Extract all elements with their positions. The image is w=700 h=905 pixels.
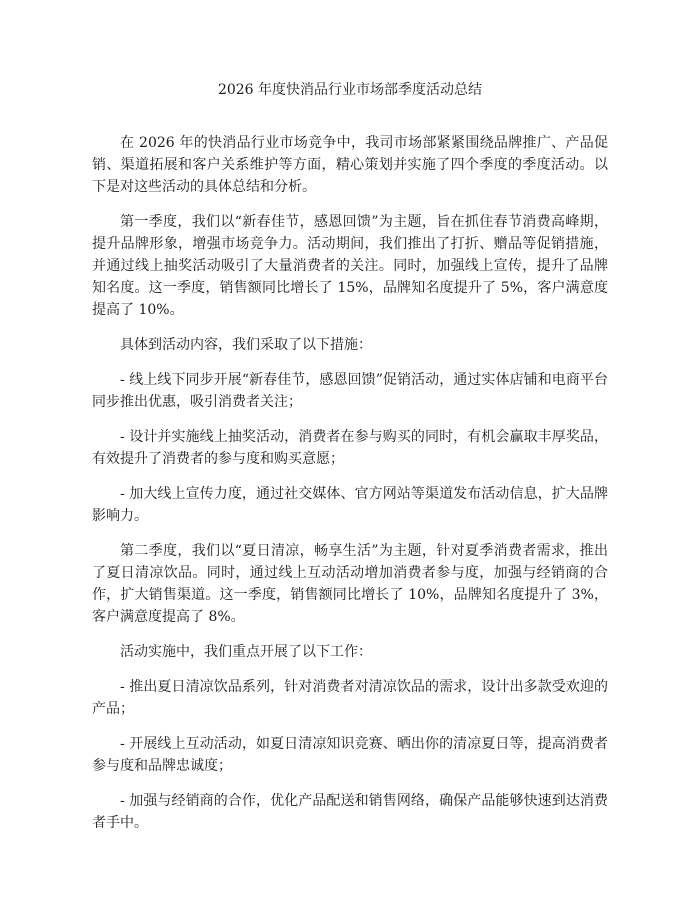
paragraph-q1-summary: 第一季度，我们以“新春佳节，感恩回馈”为主题，旨在抓住春节消费高峰期，提升品牌形象，增强市场竞争力。活动期间，我们推出了打折、赠品等促销措施，并通过线上抽奖活动吸引了大量消费者的关注。同时，加强线上宣传，提升了品牌知名度。这一季度，销售额同比增长了 15%，品牌知名度提升了 5%，客户满意度提高了 10%。 xyxy=(92,214,608,318)
paragraph-q2-summary: 第二季度，我们以“夏日清凉，畅享生活”为主题，针对夏季消费者需求，推出了夏日清凉饮品。同时，通过线上互动活动增加消费者参与度，加强与经销商的合作，扩大销售渠道。这一季度，销售额同比增长了 10%，品牌知名度提升了 3%，客户满意度提高了 8%。 xyxy=(92,543,608,625)
list-item-q1-measure-1: - 线上线下同步开展“新春佳节，感恩回馈”促销活动，通过实体店铺和电商平台同步推出优惠，吸引消费者关注； xyxy=(92,372,608,410)
list-item-q1-measure-2: - 设计并实施线上抽奖活动，消费者在参与购买的同时，有机会赢取丰厚奖品，有效提升了消费者的参与度和购买意愿； xyxy=(92,429,608,467)
paragraph-intro: 在 2026 年的快消品行业市场竞争中，我司市场部紧紧围绕品牌推广、产品促销、渠道拓展和客户关系维护等方面，精心策划并实施了四个季度的季度活动。以下是对这些活动的具体总结和分析。 xyxy=(92,135,608,195)
list-item-q1-measure-3: - 加大线上宣传力度，通过社交媒体、官方网站等渠道发布活动信息，扩大品牌影响力。 xyxy=(92,486,608,524)
list-item-q2-work-1: - 推出夏日清凉饮品系列，针对消费者对清凉饮品的需求，设计出多款受欢迎的产品； xyxy=(92,679,608,717)
list-item-q2-work-3: - 加强与经销商的合作，优化产品配送和销售网络，确保产品能够快速到达消费者手中。 xyxy=(92,793,608,831)
list-item-q2-work-2: - 开展线上互动活动，如夏日清凉知识竞赛、晒出你的清凉夏日等，提高消费者参与度和品牌忠诚度； xyxy=(92,736,608,774)
paragraph-q1-measures-lead: 具体到活动内容，我们采取了以下措施： xyxy=(120,337,372,353)
document-title: 2026 年度快消品行业市场部季度活动总结 xyxy=(217,82,483,98)
paragraph-q2-work-lead: 活动实施中，我们重点开展了以下工作： xyxy=(120,644,372,660)
